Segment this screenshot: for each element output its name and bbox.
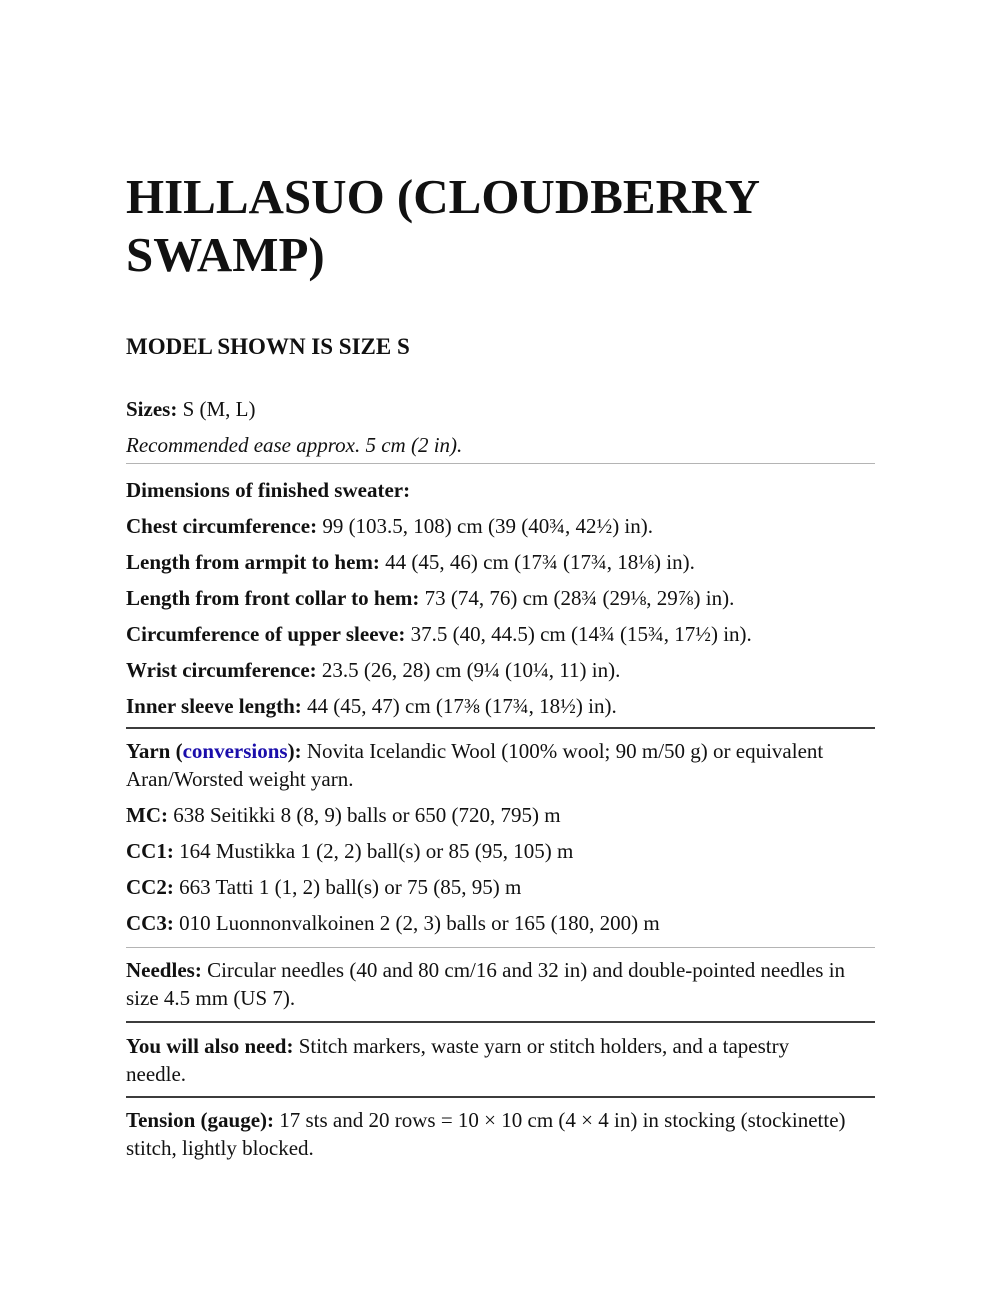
dimension-row <box>126 688 876 724</box>
yarn-colors <box>126 797 876 941</box>
dimension-value: 37.5 (40, 44.5) cm (14¾ (15¾, 17½) in). <box>405 622 752 646</box>
also-need-text <box>126 1032 816 1088</box>
ease-note <box>126 427 876 463</box>
needles-text <box>126 956 861 1012</box>
dimensions-heading <box>126 472 876 508</box>
needles-value: Circular needles (40 and 80 cm/16 and 32 in) and double-pointed needles in size 4.5 mm (US 7). <box>126 958 846 1010</box>
yarn-color-row <box>126 869 876 905</box>
yarn-color-label: CC3: <box>126 911 174 935</box>
yarn-description <box>126 737 846 793</box>
dimension-value: 44 (45, 46) cm (17¾ (17¾, 18⅛) in). <box>379 550 695 574</box>
dimension-label: Inner sleeve length: <box>126 694 302 718</box>
yarn-color-value: 164 Mustikka 1 (2, 2) ball(s) or 85 (95, 105) m <box>173 839 574 863</box>
dimension-value: 99 (103.5, 108) cm (39 (40¾, 42½) in). <box>317 514 654 538</box>
yarn-color-value: 663 Tatti 1 (1, 2) ball(s) or 75 (85, 95) m <box>173 875 522 899</box>
yarn-color-label: MC: <box>126 803 168 827</box>
yarn-section <box>126 737 876 793</box>
dimension-label: Chest circumference: <box>126 514 318 538</box>
divider <box>126 947 875 948</box>
needles-label: Needles: <box>126 958 202 982</box>
divider <box>126 727 875 729</box>
yarn-color-value: 010 Luonnonvalkoinen 2 (2, 3) balls or 165 (180, 200) m <box>173 911 660 935</box>
dimension-row <box>126 616 876 652</box>
dimension-row <box>126 580 876 616</box>
dimension-label: Length from front collar to hem: <box>126 586 420 610</box>
page-title: HILLASUO (CLOUDBERRY SWAMP) <box>126 169 759 282</box>
also-need-label: You will also need: <box>126 1034 294 1058</box>
yarn-label-end: ): <box>287 739 302 763</box>
also-need-section <box>126 1032 876 1088</box>
dimension-label: Wrist circumference: <box>126 658 317 682</box>
tension-value: 17 sts and 20 rows = 10 × 10 cm (4 × 4 in) in stocking (stockinette) stitch, lightly blocked. <box>126 1108 846 1160</box>
divider <box>126 1021 875 1023</box>
yarn-color-row <box>126 833 876 869</box>
sizes-section <box>126 391 876 463</box>
sizes-value: S (M, L) <box>177 397 256 421</box>
yarn-value: Novita Icelandic Wool (100% wool; 90 m/50 g) or equivalent Aran/Worsted weight yarn. <box>126 739 824 791</box>
sizes-line <box>126 391 876 427</box>
dimension-label: Length from armpit to hem: <box>126 550 380 574</box>
yarn-color-value: 638 Seitikki 8 (8, 9) balls or 650 (720, 795) m <box>167 803 561 827</box>
conversions-link[interactable]: conversions <box>182 739 288 763</box>
dimension-label: Circumference of upper sleeve: <box>126 622 406 646</box>
dimensions-heading-text: Dimensions of finished sweater: <box>126 478 411 502</box>
yarn-color-label: CC2: <box>126 875 174 899</box>
dimension-row <box>126 544 876 580</box>
model-size-heading: MODEL SHOWN IS SIZE S <box>126 334 410 359</box>
tension-section <box>126 1106 876 1162</box>
divider <box>126 1096 875 1098</box>
divider <box>126 463 875 464</box>
also-need-value: Stitch markers, waste yarn or stitch holders, and a tapestry needle. <box>126 1034 790 1086</box>
yarn-color-row <box>126 797 876 833</box>
dimensions-section <box>126 472 876 724</box>
needles-section <box>126 956 876 1012</box>
sizes-label: Sizes: <box>126 397 178 421</box>
tension-label: Tension (gauge): <box>126 1108 274 1132</box>
ease-note-text: Recommended ease approx. 5 cm (2 in). <box>126 433 463 457</box>
dimension-value: 44 (45, 47) cm (17⅜ (17¾, 18½) in). <box>301 694 617 718</box>
yarn-color-label: CC1: <box>126 839 174 863</box>
dimension-row <box>126 508 876 544</box>
dimension-value: 23.5 (26, 28) cm (9¼ (10¼, 11) in). <box>316 658 621 682</box>
yarn-label-start: Yarn ( <box>126 739 183 763</box>
yarn-color-row <box>126 905 876 941</box>
dimension-value: 73 (74, 76) cm (28¾ (29⅛, 29⅞) in). <box>419 586 735 610</box>
tension-text <box>126 1106 846 1162</box>
dimension-row <box>126 652 876 688</box>
